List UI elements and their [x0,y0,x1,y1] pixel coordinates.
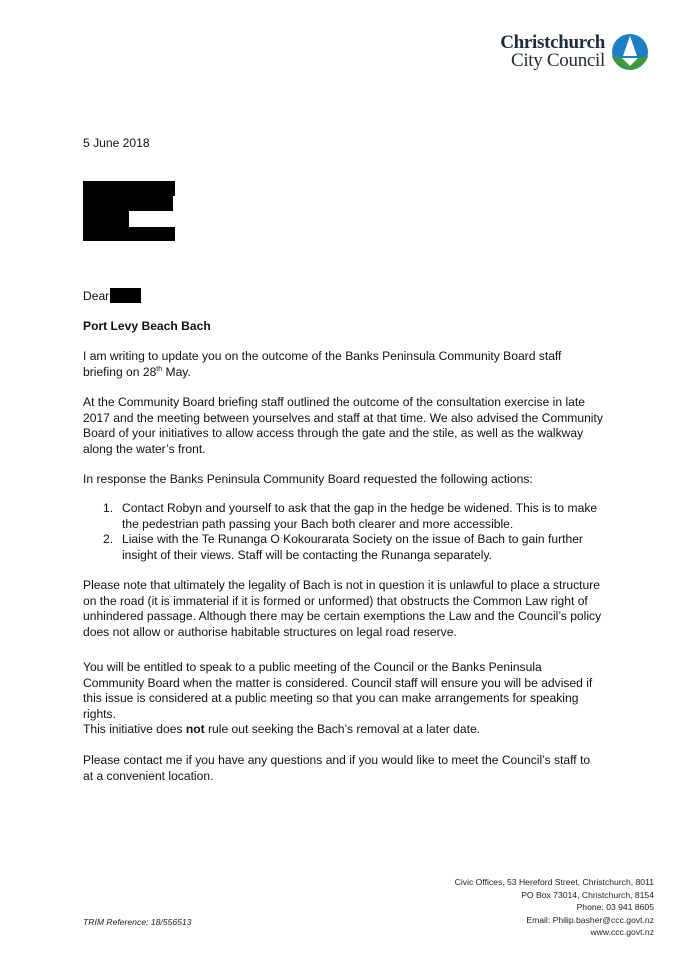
paragraph-7: Please contact me if you have any questions and if you would like to meet the Council’s staff to at a convenient location. [83,753,591,783]
cathedral-logo-icon [610,32,650,72]
list-item-number: 2. [103,532,114,546]
footer-address [455,876,654,939]
actions-list [103,501,603,563]
footer-website: www.ccc.govt.nz [590,927,654,938]
paragraph-6-text-a: This initiative does [83,722,186,736]
footer-phone: Phone: 03 941 8605 [576,902,654,913]
trim-reference: TRIM Reference: 18/556513 [83,917,192,927]
letter-subject: Port Levy Beach Bach [83,319,211,333]
paragraph-3: In response the Banks Peninsula Community Board requested the following actions: [83,472,533,486]
footer-address-line: PO Box 73014, Christchurch, 8154 [521,889,654,900]
list-item [103,501,603,532]
redacted-address-line-2 [83,196,173,211]
salutation-text: Dear [83,289,110,303]
list-item [103,532,603,563]
redacted-recipient-name [110,288,141,303]
redacted-address-line-3 [83,211,129,227]
paragraph-6 [83,722,603,738]
logo-line-2: City Council [510,50,605,71]
paragraph-1 [83,349,603,380]
council-logo [478,30,653,74]
paragraph-1-text-a: I am writing to update you on the outcome of the Banks Peninsula Community Board staff briefing on 28 [83,349,562,379]
paragraph-6-emphasis: not [185,722,205,736]
redacted-address-line-4 [83,227,175,241]
paragraph-2: At the Community Board briefing staff outlined the outcome of the consultation exercise in late 2017 and the meeting between yourselves and staff at that time. We also advised the Community Board of your initiatives to allow access through the gate and the stile, as well as the walkway along the water’s front. [83,395,603,456]
list-item-text: Liaise with the Te Runanga O Kokourarata Society on the issue of Bach to gain further insight of their views. Staff will be contacting the Runanga separately. [122,532,583,562]
paragraph-4: Please note that ultimately the legality of Bach is not in question it is unlawful to place a structure on the road (it is immaterial if it is formed or unformed) that obstructs the Common Law right of unhindered passage. Although there may be certain exemptions the Law and the Council’s policy does not allow or authorise habitable structures on legal road reserve. [83,578,602,639]
logo-line-1: Christchurch [500,32,605,53]
paragraph-5: You will be entitled to speak to a public meeting of the Council or the Banks Peninsula Community Board when the matter is considered. Council staff will ensure you will be advised if this issue is considered at a public meeting so that you can make arrangements for speaking rights. [83,660,593,721]
paragraph-1-text-b: May. [162,364,191,379]
letter-date: 5 June 2018 [83,136,150,150]
list-item-number: 1. [103,501,114,515]
ordinal-suffix: th [156,365,163,373]
salutation [83,289,109,303]
redacted-address-line-1 [83,181,175,196]
footer-email: Email: Philip.basher@ccc.govt.nz [526,914,654,925]
list-item-text: Contact Robyn and yourself to ask that the gap in the hedge be widened. This is to make the pedestrian path passing your Bach both clearer and more accessible. [122,501,598,531]
paragraph-6-text-b: rule out seeking the Bach’s removal at a later date. [204,722,481,736]
footer-address-line: Civic Offices, 53 Hereford Street, Christchurch, 8011 [454,877,654,887]
